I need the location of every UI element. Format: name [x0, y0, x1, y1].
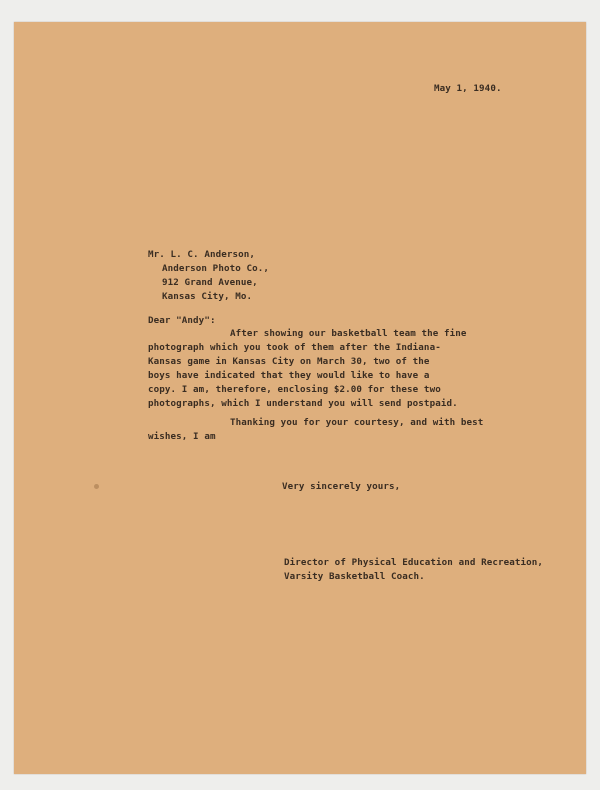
body-line: copy. I am, therefore, enclosing $2.00 for these two: [148, 384, 441, 395]
letter-page: [14, 22, 586, 774]
body-line: Thanking you for your courtesy, and with best: [230, 417, 484, 428]
body-line: Kansas game in Kansas City on March 30, two of the: [148, 356, 430, 367]
address-line: 912 Grand Avenue,: [162, 277, 258, 288]
letter-date: May 1, 1940.: [434, 83, 502, 94]
body-line: After showing our basketball team the fine: [230, 328, 467, 339]
paper-stain: [94, 484, 99, 489]
address-line: Kansas City, Mo.: [162, 291, 253, 302]
salutation: Dear "Andy":: [148, 315, 216, 326]
address-line: Mr. L. C. Anderson,: [148, 249, 255, 260]
closing: Very sincerely yours,: [282, 481, 401, 492]
body-line: photograph which you took of them after the Indiana-: [148, 342, 441, 353]
signature-line: Director of Physical Education and Recreation,: [284, 557, 544, 568]
signature-line: Varsity Basketball Coach.: [284, 571, 425, 582]
body-line: photographs, which I understand you will send postpaid.: [148, 398, 458, 409]
body-line: boys have indicated that they would like to have a: [148, 370, 430, 381]
address-line: Anderson Photo Co.,: [162, 263, 269, 274]
body-line: wishes, I am: [148, 431, 216, 442]
